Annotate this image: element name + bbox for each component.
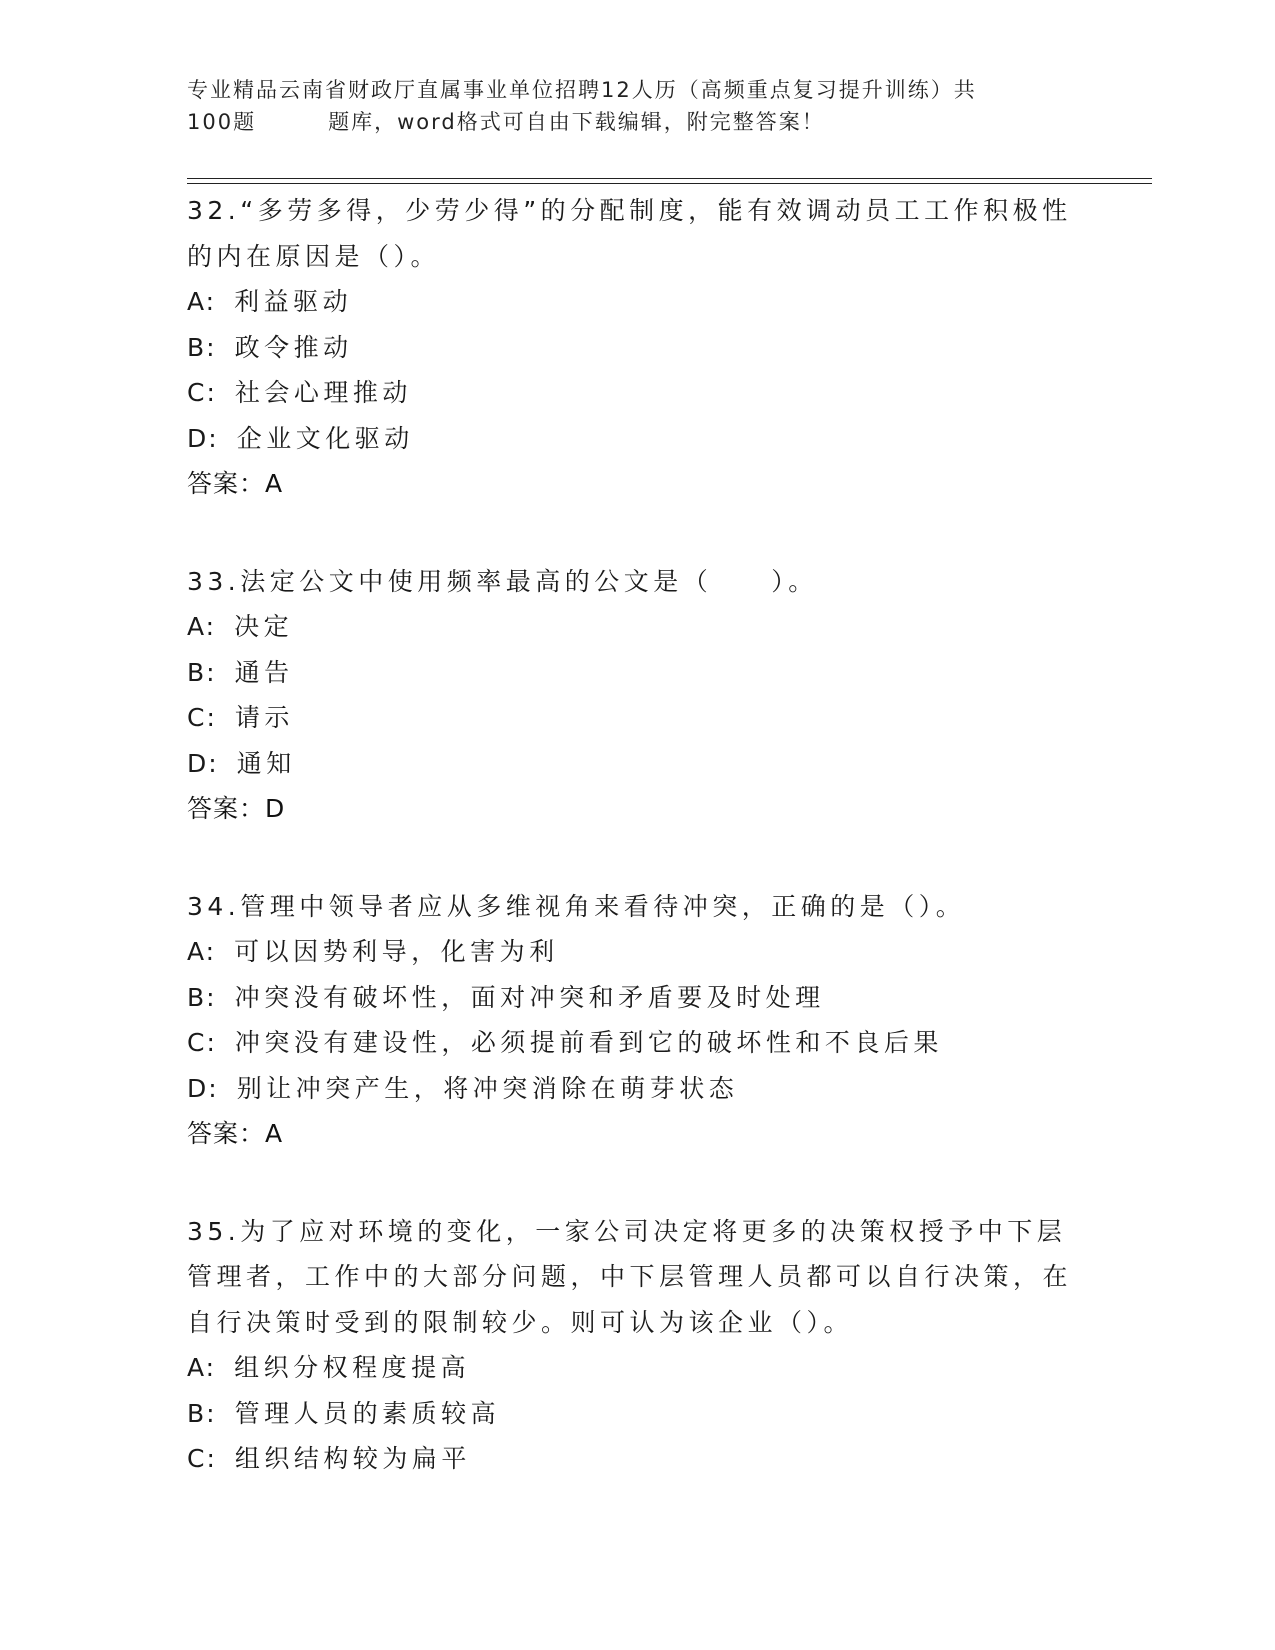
option-text: 管理人员的素质较高	[234, 1398, 501, 1428]
answer-line: 答案：A	[187, 1119, 284, 1148]
option-b	[187, 1391, 1087, 1437]
option-text: 请示	[234, 703, 294, 732]
option-label: B:	[187, 657, 217, 687]
option-d	[187, 741, 1087, 787]
option-label: D:	[187, 423, 219, 453]
option-label: C:	[187, 1444, 217, 1473]
answer-line: 答案：A	[187, 469, 284, 498]
option-a	[187, 929, 1087, 975]
option-d	[187, 1066, 1087, 1112]
question-list	[187, 188, 1087, 1534]
option-text: 别让冲突产生，将冲突消除在萌芽状态	[236, 1073, 739, 1103]
option-text: 利益驱动	[234, 287, 353, 316]
header-line-2	[187, 106, 1067, 138]
option-text: 通知	[236, 748, 296, 778]
option-label: A:	[187, 287, 217, 316]
header-divider-bottom	[187, 183, 1152, 184]
header-count: 100题	[187, 110, 257, 134]
option-label: C:	[187, 703, 217, 732]
document-header	[187, 74, 1067, 138]
option-label: D:	[187, 748, 219, 778]
option-label: A:	[187, 937, 217, 966]
header-description: 题库，word格式可自由下载编辑，附完整答案！	[328, 110, 825, 134]
option-b	[187, 650, 1087, 696]
question-stem: 35.为了应对环境的变化，一家公司决定将更多的决策权授予中下层管理者，工作中的大部分问题，中下层管理人员都可以自行决策，在自行决策时受到的限制较少。则可认为该企业（）。	[187, 1216, 1073, 1337]
option-b	[187, 325, 1087, 371]
option-text: 决定	[234, 612, 294, 641]
option-label: B:	[187, 332, 217, 362]
option-c	[187, 1020, 1087, 1066]
option-a	[187, 279, 1087, 325]
option-d	[187, 416, 1087, 462]
question-34	[187, 884, 1087, 1157]
option-text: 冲突没有建设性，必须提前看到它的破坏性和不良后果	[234, 1028, 943, 1057]
option-label: B:	[187, 982, 217, 1012]
option-text: 冲突没有破坏性，面对冲突和矛盾要及时处理	[234, 982, 825, 1012]
question-stem: 32.“多劳多得，少劳少得”的分配制度，能有效调动员工工作积极性的内在原因是（）。	[187, 196, 1072, 271]
question-stem: 33.法定公文中使用频率最高的公文是（ ）。	[187, 566, 818, 596]
option-c	[187, 1436, 1087, 1482]
option-b	[187, 975, 1087, 1021]
question-stem: 34.管理中领导者应从多维视角来看待冲突，正确的是（）。	[187, 891, 966, 921]
option-label: A:	[187, 1353, 217, 1382]
question-32	[187, 188, 1087, 507]
question-33	[187, 559, 1087, 832]
option-label: C:	[187, 1028, 217, 1057]
option-label: D:	[187, 1073, 219, 1103]
header-divider-top	[187, 178, 1152, 179]
option-text: 可以因势利导，化害为利	[234, 937, 559, 966]
option-text: 组织分权程度提高	[234, 1353, 471, 1382]
question-35	[187, 1209, 1087, 1482]
option-text: 组织结构较为扁平	[234, 1444, 471, 1473]
option-label: C:	[187, 378, 217, 407]
header-line-1: 专业精品云南省财政厅直属事业单位招聘12人历（高频重点复习提升训练）共	[187, 78, 977, 102]
option-c	[187, 370, 1087, 416]
option-a	[187, 604, 1087, 650]
option-a	[187, 1345, 1087, 1391]
option-text: 企业文化驱动	[236, 423, 414, 453]
option-c	[187, 695, 1087, 741]
option-text: 通告	[234, 657, 294, 687]
option-label: A:	[187, 612, 217, 641]
option-label: B:	[187, 1398, 217, 1428]
option-text: 政令推动	[234, 332, 353, 362]
answer-line: 答案：D	[187, 794, 286, 823]
option-text: 社会心理推动	[234, 378, 412, 407]
